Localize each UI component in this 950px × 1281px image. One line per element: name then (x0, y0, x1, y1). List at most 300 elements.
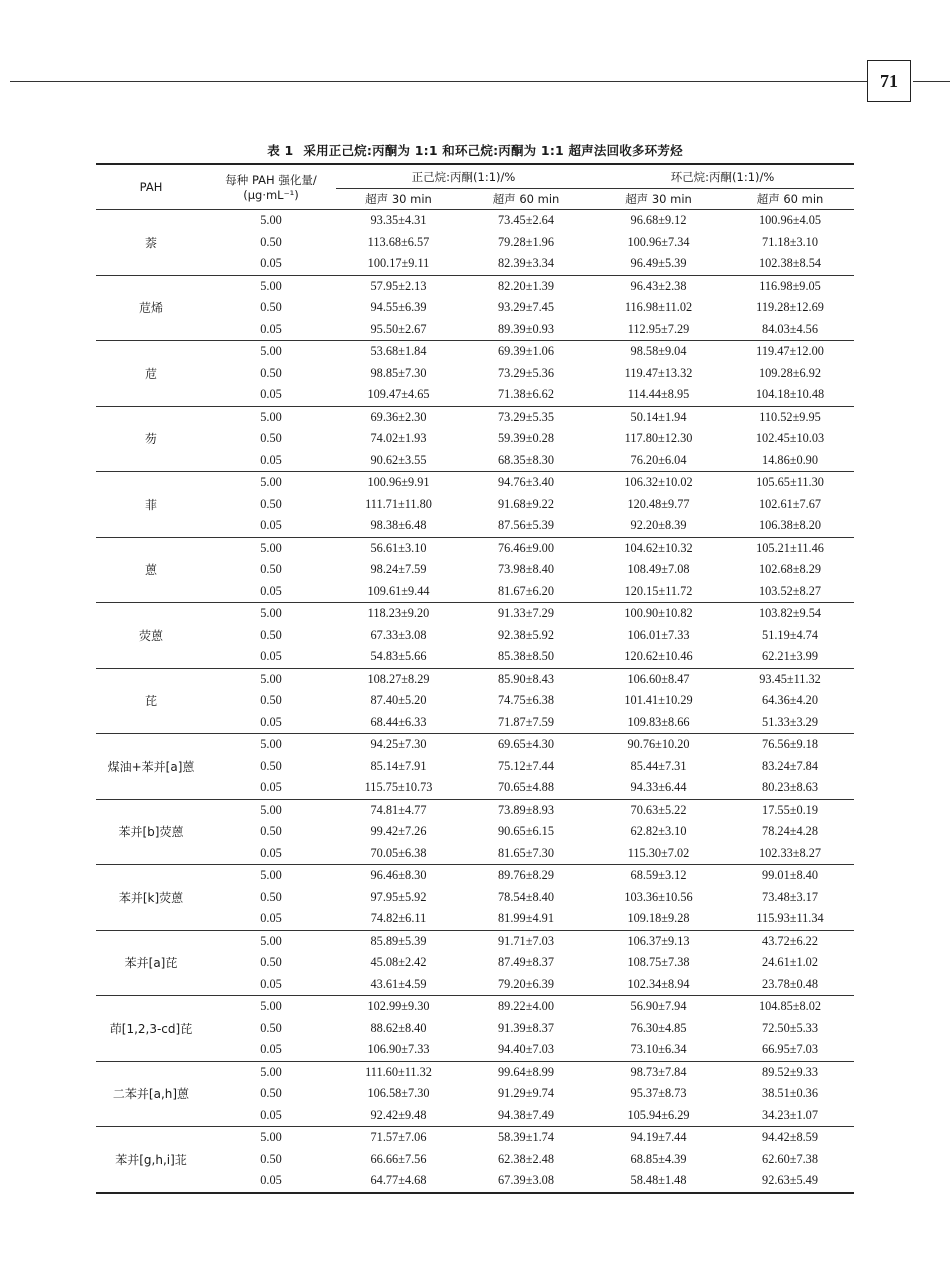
header-group-cyclohexane: 环己烷:丙酮(1:1)/% (591, 164, 854, 189)
spike-level: 5.00 (206, 668, 336, 690)
table-row (96, 625, 854, 647)
table-label: 表 1 (267, 143, 294, 158)
recovery-value: 91.29±9.74 (498, 1086, 554, 1101)
recovery-value: 23.78±0.48 (762, 976, 818, 991)
recovery-value: 119.47±12.00 (726, 341, 854, 363)
recovery-value: 100.17±9.11 (367, 256, 430, 271)
recovery-value: 81.99±4.91 (498, 911, 554, 926)
recovery-value: 96.43±2.38 (591, 275, 726, 297)
recovery-value: 78.54±8.40 (498, 889, 554, 904)
recovery-value: 102.99±9.30 (336, 996, 461, 1018)
spike-level: 0.50 (260, 627, 282, 642)
recovery-value: 74.82±6.11 (370, 911, 427, 926)
page-number: 71 (867, 60, 911, 102)
recovery-value: 90.65±6.15 (498, 824, 554, 839)
recovery-value: 88.62±8.40 (370, 1020, 427, 1035)
spike-level: 0.05 (260, 845, 282, 860)
recovery-value: 14.86±0.90 (762, 452, 818, 467)
recovery-value: 62.21±3.99 (762, 649, 818, 664)
spike-level: 0.05 (260, 452, 282, 467)
table-row (96, 494, 854, 516)
pah-name: 苯并[b]荧蒽 (96, 799, 206, 865)
table-row (96, 930, 854, 952)
recovery-value: 87.56±5.39 (498, 518, 554, 533)
recovery-value: 38.51±0.36 (762, 1086, 818, 1101)
spike-level: 0.05 (260, 911, 282, 926)
recovery-value: 102.61±7.67 (758, 496, 822, 511)
table-row (96, 952, 854, 974)
recovery-value: 71.57±7.06 (336, 1127, 461, 1149)
recovery-value: 73.98±8.40 (498, 562, 554, 577)
recovery-value: 17.55±0.19 (726, 799, 854, 821)
recovery-value: 66.95±7.03 (762, 1042, 818, 1057)
recovery-value: 113.68±6.57 (367, 234, 430, 249)
recovery-value: 96.46±8.30 (336, 865, 461, 887)
recovery-value: 51.19±4.74 (762, 627, 818, 642)
table-row (96, 406, 854, 428)
table-row (96, 1083, 854, 1105)
table-row (96, 974, 854, 996)
recovery-value: 120.15±11.72 (624, 583, 693, 598)
recovery-value: 72.50±5.33 (762, 1020, 818, 1035)
recovery-value: 106.32±10.02 (591, 472, 726, 494)
table-row (96, 1105, 854, 1127)
recovery-value: 62.60±7.38 (762, 1151, 818, 1166)
header-spike-line1: 每种 PAH 强化量/ (225, 173, 317, 187)
recovery-value: 89.22±4.00 (461, 996, 591, 1018)
recovery-value: 74.75±6.38 (498, 693, 554, 708)
table-row (96, 559, 854, 581)
recovery-value: 102.38±8.54 (758, 256, 822, 271)
spike-level: 0.50 (260, 1020, 282, 1035)
table-row (96, 297, 854, 319)
recovery-value: 69.36±2.30 (336, 406, 461, 428)
pah-name: 苊 (96, 341, 206, 407)
table-row (96, 603, 854, 625)
recovery-value: 24.61±1.02 (762, 955, 818, 970)
recovery-value: 94.25±7.30 (336, 734, 461, 756)
table-body (96, 210, 854, 1193)
recovery-value: 104.18±10.48 (755, 387, 825, 402)
spike-level: 0.50 (260, 1086, 282, 1101)
spike-level: 0.50 (260, 562, 282, 577)
spike-level: 5.00 (206, 341, 336, 363)
recovery-value: 68.44±6.33 (370, 714, 427, 729)
recovery-value: 104.85±8.02 (726, 996, 854, 1018)
recovery-value: 109.83±8.66 (627, 714, 690, 729)
table-row (96, 253, 854, 275)
recovery-value: 102.34±8.94 (627, 976, 690, 991)
table-row (96, 1018, 854, 1040)
table-row (96, 843, 854, 865)
recovery-value: 58.39±1.74 (461, 1127, 591, 1149)
spike-level: 0.05 (260, 714, 282, 729)
pah-name: 蒽 (96, 537, 206, 603)
spike-level: 0.50 (260, 955, 282, 970)
recovery-value: 68.35±8.30 (498, 452, 554, 467)
recovery-value: 118.23±9.20 (336, 603, 461, 625)
spike-level: 5.00 (206, 1061, 336, 1083)
recovery-value: 103.82±9.54 (726, 603, 854, 625)
recovery-value: 91.39±8.37 (498, 1020, 554, 1035)
recovery-value: 94.38±7.49 (498, 1107, 554, 1122)
recovery-value: 73.48±3.17 (762, 889, 818, 904)
recovery-value: 68.85±4.39 (630, 1151, 687, 1166)
recovery-value: 98.73±7.84 (591, 1061, 726, 1083)
recovery-value: 87.49±8.37 (498, 955, 554, 970)
recovery-value: 43.72±6.22 (726, 930, 854, 952)
spike-level: 0.05 (260, 649, 282, 664)
pah-name: 苊烯 (96, 275, 206, 341)
recovery-value: 112.95±7.29 (627, 321, 690, 336)
recovery-value: 79.28±1.96 (498, 234, 554, 249)
recovery-value: 119.47±13.32 (624, 365, 693, 380)
recovery-value: 106.37±9.13 (591, 930, 726, 952)
spike-level: 5.00 (206, 799, 336, 821)
spike-level: 0.50 (260, 365, 282, 380)
table-row (96, 472, 854, 494)
recovery-value: 99.42±7.26 (370, 824, 427, 839)
recovery-value: 73.29±5.36 (498, 365, 554, 380)
header-pah: PAH (96, 164, 206, 210)
pah-name: 菲 (96, 472, 206, 538)
recovery-value: 93.29±7.45 (498, 300, 554, 315)
recovery-value: 51.33±3.29 (762, 714, 818, 729)
recovery-value: 89.76±8.29 (461, 865, 591, 887)
recovery-value: 75.12±7.44 (498, 758, 554, 773)
recovery-value: 120.48±9.77 (627, 496, 690, 511)
spike-level: 0.50 (260, 758, 282, 773)
recovery-value: 100.90±10.82 (591, 603, 726, 625)
recovery-value: 83.24±7.84 (762, 758, 818, 773)
table-row (96, 319, 854, 341)
spike-level: 0.05 (260, 387, 282, 402)
recovery-value: 109.18±9.28 (627, 911, 690, 926)
recovery-value: 43.61±4.59 (370, 976, 427, 991)
table-row (96, 712, 854, 734)
recovery-value: 91.33±7.29 (461, 603, 591, 625)
spike-level: 5.00 (206, 406, 336, 428)
recovery-value: 73.29±5.35 (461, 406, 591, 428)
recovery-value: 58.48±1.48 (591, 1170, 726, 1193)
table-row (96, 341, 854, 363)
table-row (96, 450, 854, 472)
recovery-value: 100.96±7.34 (627, 234, 690, 249)
recovery-value: 91.68±9.22 (498, 496, 554, 511)
recovery-value: 82.39±3.34 (498, 256, 554, 271)
recovery-value: 73.10±6.34 (630, 1042, 687, 1057)
recovery-value: 102.33±8.27 (758, 845, 822, 860)
table-row (96, 668, 854, 690)
recovery-value: 95.50±2.67 (370, 321, 427, 336)
pah-name: 荧蒽 (96, 603, 206, 669)
table-row (96, 865, 854, 887)
recovery-value: 64.36±4.20 (762, 693, 818, 708)
header-sub-4: 超声 60 min (726, 189, 854, 210)
recovery-value: 116.98±11.02 (624, 300, 693, 315)
recovery-value: 59.39±0.28 (498, 431, 554, 446)
table-row (96, 210, 854, 232)
recovery-value: 103.52±8.27 (758, 583, 822, 598)
recovery-value: 111.71±11.80 (365, 496, 432, 511)
recovery-value: 76.20±6.04 (630, 452, 687, 467)
table-row (96, 537, 854, 559)
recovery-value: 92.42±9.48 (370, 1107, 427, 1122)
table-row (96, 1127, 854, 1149)
header-rule-right (913, 81, 950, 82)
recovery-value: 81.65±7.30 (498, 845, 554, 860)
spike-level: 0.05 (260, 256, 282, 271)
recovery-value: 97.95±5.92 (370, 889, 427, 904)
recovery-value: 106.38±8.20 (758, 518, 822, 533)
spike-level: 5.00 (206, 930, 336, 952)
recovery-value: 85.90±8.43 (461, 668, 591, 690)
spike-level: 5.00 (206, 275, 336, 297)
recovery-value: 106.01±7.33 (627, 627, 690, 642)
recovery-value: 93.45±11.32 (726, 668, 854, 690)
recovery-value: 89.52±9.33 (726, 1061, 854, 1083)
table-row (96, 777, 854, 799)
recovery-value: 96.49±5.39 (630, 256, 687, 271)
table-row (96, 384, 854, 406)
recovery-value: 53.68±1.84 (336, 341, 461, 363)
pah-name: 萘 (144, 235, 157, 250)
recovery-value: 87.40±5.20 (370, 693, 427, 708)
recovery-value: 109.47±4.65 (367, 387, 430, 402)
recovery-value: 67.33±3.08 (370, 627, 427, 642)
recovery-value: 106.90±7.33 (367, 1042, 430, 1057)
spike-level: 5.00 (206, 865, 336, 887)
recovery-value: 79.20±6.39 (498, 976, 554, 991)
recovery-value: 105.94±6.29 (627, 1107, 690, 1122)
recovery-value: 70.65±4.88 (498, 780, 554, 795)
recovery-value: 120.62±10.46 (624, 649, 693, 664)
recovery-value: 76.46±9.00 (461, 537, 591, 559)
table-row (96, 1039, 854, 1061)
spike-level: 0.05 (260, 518, 282, 533)
recovery-value: 103.36±10.56 (624, 889, 693, 904)
recovery-value: 71.18±3.10 (762, 234, 818, 249)
recovery-value: 106.58±7.30 (367, 1086, 430, 1101)
recovery-value: 102.45±10.03 (755, 431, 825, 446)
table-row (96, 363, 854, 385)
spike-level: 0.05 (260, 780, 282, 795)
recovery-value: 78.24±4.28 (762, 824, 818, 839)
spike-level: 5.00 (206, 1127, 336, 1149)
recovery-value: 91.71±7.03 (461, 930, 591, 952)
pah-name: 苯并[g,h,i]苝 (96, 1127, 206, 1193)
recovery-value: 85.14±7.91 (370, 758, 427, 773)
pah-name: 芴 (96, 406, 206, 472)
recovery-value: 71.38±6.62 (498, 387, 554, 402)
recovery-value: 105.21±11.46 (726, 537, 854, 559)
spike-level: 0.05 (260, 1042, 282, 1057)
recovery-value: 74.02±1.93 (370, 431, 427, 446)
pah-name: 煤油+苯并[a]蒽 (96, 734, 206, 800)
recovery-value: 56.90±7.94 (591, 996, 726, 1018)
recovery-value: 69.65±4.30 (461, 734, 591, 756)
recovery-value: 99.01±8.40 (726, 865, 854, 887)
recovery-value: 109.61±9.44 (367, 583, 430, 598)
recovery-value: 100.96±4.05 (758, 213, 822, 228)
spike-level: 0.50 (260, 889, 282, 904)
table-row (96, 734, 854, 756)
spike-level: 0.05 (260, 976, 282, 991)
recovery-value: 99.64±8.99 (461, 1061, 591, 1083)
recovery-value: 115.75±10.73 (364, 780, 433, 795)
recovery-value: 108.75±7.38 (627, 955, 690, 970)
recovery-value: 67.39±3.08 (461, 1170, 591, 1193)
recovery-value: 98.85±7.30 (370, 365, 427, 380)
pah-name: 二苯并[a,h]蒽 (96, 1061, 206, 1127)
recovery-value: 94.19±7.44 (591, 1127, 726, 1149)
recovery-value: 62.82±3.10 (630, 824, 687, 839)
recovery-value: 89.39±0.93 (498, 321, 554, 336)
spike-level: 5.00 (206, 734, 336, 756)
recovery-value: 50.14±1.94 (591, 406, 726, 428)
spike-level: 0.50 (260, 496, 282, 511)
recovery-value: 98.38±6.48 (370, 518, 427, 533)
table-row (96, 799, 854, 821)
table-row (96, 996, 854, 1018)
header-spike-line2: (μg·mL⁻¹) (243, 188, 299, 202)
spike-level: 0.50 (260, 431, 282, 446)
table-row (96, 646, 854, 668)
recovery-value: 54.83±5.66 (370, 649, 427, 664)
table-row (96, 887, 854, 909)
spike-level: 0.05 (206, 1170, 336, 1193)
recovery-value: 85.89±5.39 (336, 930, 461, 952)
recovery-table (96, 163, 854, 1194)
recovery-value: 57.95±2.13 (336, 275, 461, 297)
recovery-value: 96.68±9.12 (630, 213, 687, 228)
spike-level: 0.50 (260, 234, 282, 249)
header-group-hexane: 正己烷:丙酮(1:1)/% (336, 164, 591, 189)
recovery-value: 74.81±4.77 (336, 799, 461, 821)
spike-level: 0.50 (260, 300, 282, 315)
recovery-value: 105.65±11.30 (726, 472, 854, 494)
recovery-value: 98.24±7.59 (370, 562, 427, 577)
spike-level: 5.00 (206, 603, 336, 625)
recovery-value: 81.67±6.20 (498, 583, 554, 598)
recovery-value: 68.59±3.12 (591, 865, 726, 887)
table-row (96, 1061, 854, 1083)
recovery-value: 119.28±12.69 (756, 300, 824, 315)
recovery-value: 34.23±1.07 (762, 1107, 818, 1122)
recovery-value: 92.20±8.39 (630, 518, 687, 533)
recovery-value: 70.63±5.22 (591, 799, 726, 821)
recovery-value: 94.76±3.40 (461, 472, 591, 494)
header-sub-3: 超声 30 min (591, 189, 726, 210)
recovery-value: 64.77±4.68 (336, 1170, 461, 1193)
spike-level: 0.05 (260, 583, 282, 598)
table-row (96, 1149, 854, 1171)
recovery-value: 98.58±9.04 (591, 341, 726, 363)
pah-name: 芘 (96, 668, 206, 734)
recovery-value: 85.44±7.31 (630, 758, 687, 773)
recovery-value: 115.93±11.34 (756, 911, 824, 926)
header-sub-1: 超声 30 min (336, 189, 461, 210)
recovery-value: 101.41±10.29 (624, 693, 693, 708)
spike-level: 5.00 (260, 213, 282, 228)
recovery-value: 102.68±8.29 (758, 562, 822, 577)
recovery-value: 100.96±9.91 (336, 472, 461, 494)
spike-level: 5.00 (206, 472, 336, 494)
table-row (96, 581, 854, 603)
recovery-value: 109.28±6.92 (758, 365, 822, 380)
table-caption (96, 141, 854, 159)
spike-level: 5.00 (206, 996, 336, 1018)
recovery-value: 56.61±3.10 (336, 537, 461, 559)
recovery-value: 62.38±2.48 (498, 1151, 554, 1166)
recovery-value: 82.20±1.39 (461, 275, 591, 297)
spike-level: 0.50 (260, 1151, 282, 1166)
header-spike-level (206, 164, 336, 210)
recovery-value: 69.39±1.06 (461, 341, 591, 363)
recovery-value: 94.33±6.44 (630, 780, 687, 795)
recovery-value: 93.35±4.31 (370, 213, 427, 228)
recovery-value: 84.03±4.56 (762, 321, 818, 336)
header-rule (10, 81, 867, 82)
pah-name: 茚[1,2,3-cd]芘 (96, 996, 206, 1062)
recovery-value: 94.42±8.59 (726, 1127, 854, 1149)
recovery-value: 80.23±8.63 (762, 780, 818, 795)
spike-level: 0.50 (260, 824, 282, 839)
recovery-value: 106.60±8.47 (591, 668, 726, 690)
table-row (96, 232, 854, 254)
recovery-value: 108.49±7.08 (627, 562, 690, 577)
table-row (96, 690, 854, 712)
recovery-value: 76.56±9.18 (726, 734, 854, 756)
recovery-value: 73.89±8.93 (461, 799, 591, 821)
recovery-value: 114.44±8.95 (627, 387, 690, 402)
header-sub-2: 超声 60 min (461, 189, 591, 210)
table-row (96, 1170, 854, 1193)
pah-name: 苯并[k]荧蒽 (96, 865, 206, 931)
recovery-value: 66.66±7.56 (370, 1151, 427, 1166)
recovery-value: 115.30±7.02 (627, 845, 690, 860)
table-row (96, 756, 854, 778)
recovery-value: 70.05±6.38 (370, 845, 427, 860)
recovery-value: 95.37±8.73 (630, 1086, 687, 1101)
recovery-value: 90.76±10.20 (591, 734, 726, 756)
spike-level: 0.50 (260, 693, 282, 708)
recovery-value: 71.87±7.59 (498, 714, 554, 729)
recovery-value: 104.62±10.32 (591, 537, 726, 559)
spike-level: 0.05 (260, 1107, 282, 1122)
recovery-value: 94.40±7.03 (498, 1042, 554, 1057)
pah-name: 苯并[a]芘 (96, 930, 206, 996)
table-row (96, 821, 854, 843)
recovery-value: 94.55±6.39 (370, 300, 427, 315)
table-row (96, 515, 854, 537)
table-row (96, 908, 854, 930)
recovery-value: 110.52±9.95 (726, 406, 854, 428)
recovery-value: 111.60±11.32 (336, 1061, 461, 1083)
recovery-value: 92.63±5.49 (726, 1170, 854, 1193)
recovery-value: 73.45±2.64 (498, 213, 554, 228)
recovery-value: 116.98±9.05 (726, 275, 854, 297)
table-row (96, 428, 854, 450)
recovery-value: 92.38±5.92 (498, 627, 554, 642)
recovery-value: 76.30±4.85 (630, 1020, 687, 1035)
recovery-value: 108.27±8.29 (336, 668, 461, 690)
recovery-value: 117.80±12.30 (624, 431, 693, 446)
table-title: 采用正己烷:丙酮为 1:1 和环己烷:丙酮为 1:1 超声法回收多环芳烃 (303, 143, 683, 158)
recovery-value: 85.38±8.50 (498, 649, 554, 664)
recovery-value: 90.62±3.55 (370, 452, 427, 467)
spike-level: 0.05 (260, 321, 282, 336)
